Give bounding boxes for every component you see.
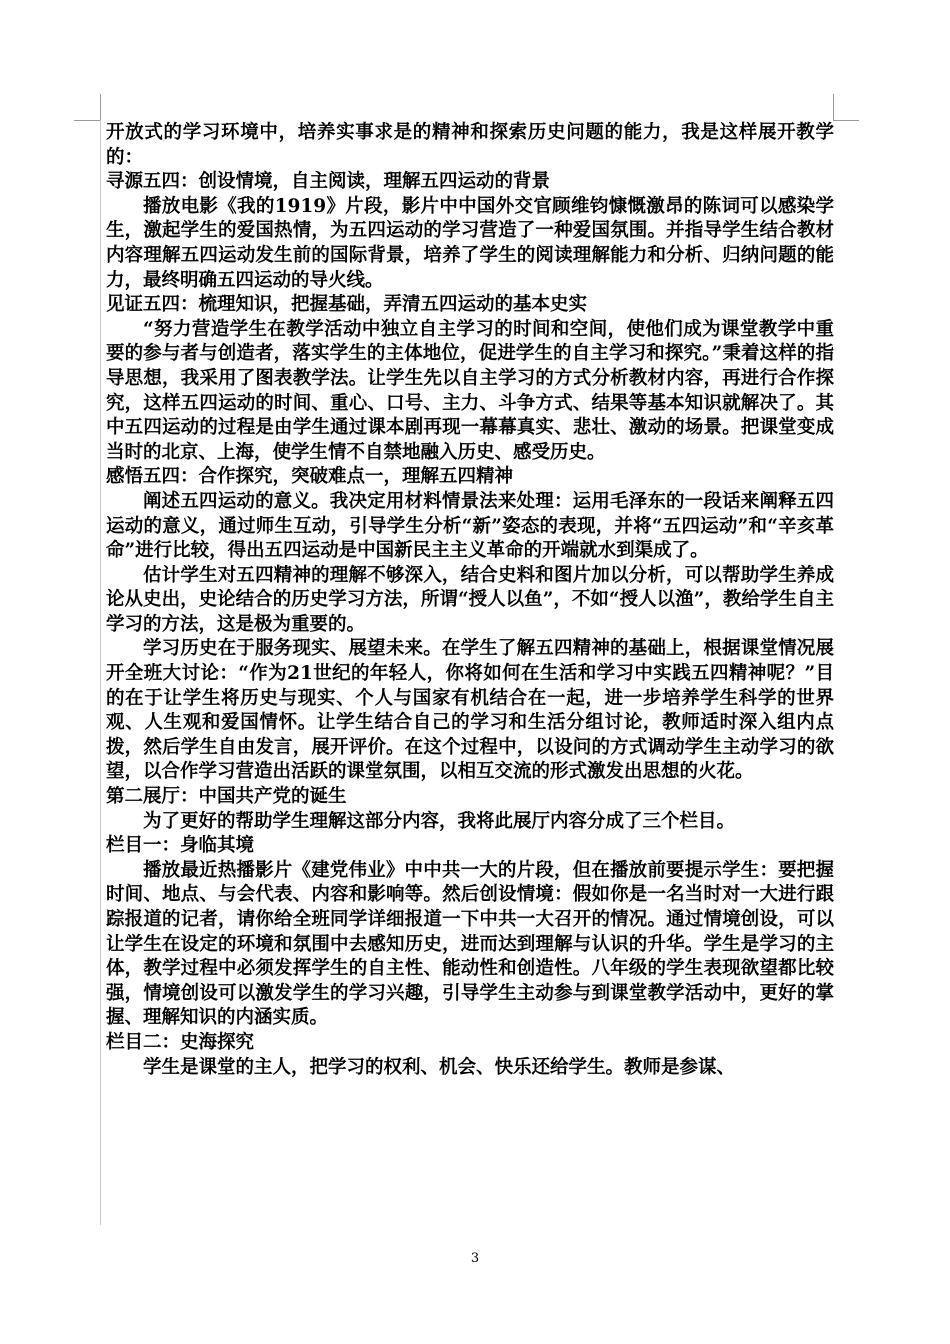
body-paragraph: 学生是课堂的主人，把学习的权利、机会、快乐还给学生。教师是参谋、	[143, 1056, 736, 1078]
section-heading: 栏目一：身临其境	[106, 835, 255, 857]
page-number: 3	[470, 1251, 480, 1266]
body-paragraph: 学习历史在于服务现实、展望未来。在学生了解五四精神的基础上，根据课堂情况展开全班大讨论：“作为21世纪的年轻人，你将如何在生活和学习中实践五四精神呢？”目的在于让学生将历史与现实、个人与国家有机结合在一起，进一步培养学生科学的世界观、人生观和爱国情怀。让学生结合自己的学习和生活分组讨论，教师适时深入组内点拨，然后学生自由发言，展开评价。在这个过程中，以设问的方式调动学生主动学习的欲望，以合作学习营造出活跃的课堂氛围，以相互交流的形式激发出思想的火花。	[106, 638, 834, 783]
body-paragraph: 播放最近热播影片《建党伟业》中中共一大的片段，但在播放前要提示学生：要把握时间、地点、与会代表、内容和影响等。然后创设情境：假如你是一名当时对一大进行跟踪报道的记者，请你给全班同学详细报道一下中共一大召开的情况。通过情境创设，可以让学生在设定的环境和氛围中去感知历史，进而达到理解与认识的升华。学生是学习的主体，教学过程中必须发挥学生的自主性、能动性和创造性。八年级的学生表现欲望都比较强，情境创设可以激发学生的学习兴趣，引导学生主动参与到课堂教学活动中，更好的掌握、理解知识的内涵实质。	[106, 859, 834, 1029]
body-paragraph: 阐述五四运动的意义。我决定用材料情景法来处理：运用毛泽东的一段话来阐释五四运动的意义，通过师生互动，引导学生分析“新”姿态的表现，并将“五四运动”和“辛亥革命”进行比较，得出五四运动是中国新民主主义革命的开端就水到渠成了。	[106, 490, 834, 562]
crop-mark-top-left-vertical	[100, 94, 101, 120]
section-heading: 第二展厅：中国共产党的诞生	[106, 786, 347, 808]
left-margin-rule	[100, 120, 101, 1225]
crop-mark-top-left-horizontal	[74, 120, 100, 121]
crop-mark-top-right-vertical	[833, 94, 834, 120]
body-paragraph: 为了更好的帮助学生理解这部分内容，我将此展厅内容分成了三个栏目。	[143, 810, 736, 832]
body-paragraph: “努力营造学生在教学活动中独立自主学习的时间和空间，使他们成为课堂教学中重要的参与者与创造者，落实学生的主体地位，促进学生的自主学习和探究。”秉着这样的指导思想，我采用了图表教学法。让学生先以自主学习的方式分析教材内容，再进行合作探究，这样五四运动的时间、重心、口号、主力、斗争方式、结果等基本知识就解决了。其中五四运动的过程是由学生通过课本剧再现一幕幕真实、悲壮、激动的场景。把课堂变成当时的北京、上海，使学生情不自禁地融入历史、感受历史。	[106, 318, 834, 463]
body-paragraph: 估计学生对五四精神的理解不够深入，结合史料和图片加以分析，可以帮助学生养成论从史出，史论结合的历史学习方法，所谓“授人以鱼”，不如“授人以渔”，教给学生自主学习的方法，这是极为重要的。	[106, 564, 834, 635]
section-heading: 感悟五四：合作探究，突破难点一，理解五四精神	[106, 466, 514, 488]
section-heading: 寻源五四：创设情境，自主阅读，理解五四运动的背景	[106, 171, 551, 193]
document-body	[106, 121, 834, 1080]
crop-mark-top-right-horizontal	[833, 120, 859, 121]
section-heading: 见证五四：梳理知识，把握基础，弄清五四运动的基本史实	[106, 294, 588, 316]
body-paragraph: 播放电影《我的1919》片段，影片中中国外交官顾维钧慷慨激昂的陈词可以感染学生，激起学生的爱国热情，为五四运动的学习营造了一种爱国氛围。并指导学生结合教材内容理解五四运动发生前的国际背景，培养了学生的阅读理解能力和分析、归纳问题的能力，最终明确五四运动的导火线。	[106, 195, 834, 291]
section-heading: 栏目二：史海探究	[106, 1031, 255, 1053]
body-paragraph: 开放式的学习环境中，培养实事求是的精神和探索历史问题的能力，我是这样展开教学的：	[106, 122, 834, 168]
